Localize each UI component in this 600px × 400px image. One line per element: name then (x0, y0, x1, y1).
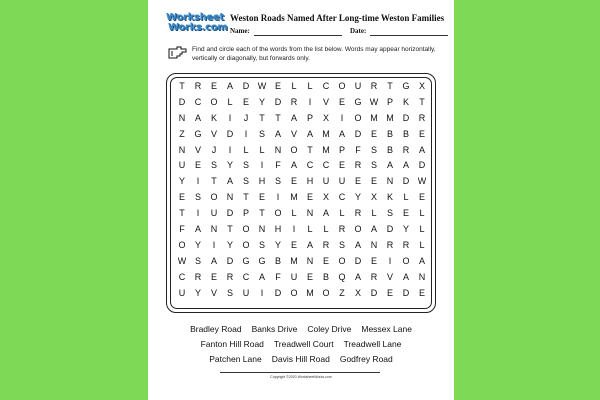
word-item: Treadwell Court (273, 339, 334, 349)
grid-letter[interactable]: L (403, 192, 409, 203)
grid-letter[interactable]: R (386, 239, 394, 250)
grid-letter[interactable]: N (418, 271, 426, 282)
site-logo[interactable] (166, 12, 228, 34)
grid-letter[interactable]: R (418, 112, 426, 123)
grid-letter[interactable]: E (290, 239, 297, 250)
grid-letter[interactable]: Y (194, 287, 201, 298)
grid-letter[interactable]: I (244, 128, 248, 139)
grid-letter[interactable]: S (242, 176, 249, 187)
grid-letter[interactable]: R (354, 160, 362, 171)
grid-letter[interactable]: T (179, 81, 185, 91)
grid-letter[interactable]: Z (179, 128, 185, 139)
grid-letter[interactable]: E (418, 192, 425, 203)
word-item: Bradley Road (190, 324, 242, 334)
grid-letter[interactable]: R (290, 96, 298, 107)
grid-letter[interactable]: S (274, 176, 281, 187)
grid-letter[interactable]: A (226, 81, 233, 91)
grid-letter[interactable]: B (386, 144, 393, 155)
grid-letter[interactable]: X (322, 112, 329, 123)
grid-letter[interactable]: P (306, 112, 313, 123)
grid-letter[interactable]: I (212, 239, 216, 250)
logo-line-2: Works.com (168, 22, 228, 33)
grid-letter[interactable]: D (402, 287, 410, 298)
grid-letter[interactable]: N (306, 255, 314, 266)
grid-letter[interactable]: D (242, 81, 250, 91)
grid-letter[interactable]: T (419, 96, 425, 107)
grid-letter[interactable]: A (354, 271, 361, 282)
word-row (148, 337, 454, 352)
grid-letter[interactable]: V (210, 287, 217, 298)
grid-letter[interactable]: D (274, 287, 282, 298)
grid-letter[interactable]: U (210, 208, 218, 219)
grid-letter[interactable]: E (306, 271, 313, 282)
grid-letter[interactable]: D (370, 287, 378, 298)
date-label: Date: (350, 27, 367, 35)
grid-letter[interactable]: E (194, 160, 201, 171)
grid-letter[interactable]: L (307, 81, 313, 91)
grid-letter[interactable]: A (338, 128, 345, 139)
grid-letter[interactable]: U (338, 176, 346, 187)
grid-letter[interactable]: A (226, 176, 233, 187)
grid-letter[interactable]: V (290, 128, 297, 139)
grid-letter[interactable]: N (370, 239, 378, 250)
grid-letter[interactable]: A (290, 160, 297, 171)
grid-letter[interactable]: N (386, 176, 394, 187)
grid-letter[interactable]: A (258, 271, 265, 282)
grid-letter[interactable]: G (258, 255, 266, 266)
grid-letter[interactable]: Y (194, 239, 201, 250)
grid-letter[interactable]: R (226, 271, 234, 282)
grid-letter[interactable]: C (338, 192, 346, 203)
grid-letter[interactable]: V (194, 144, 201, 155)
instructions-text: Find and circle each of the words from the list below. Words may appear horizontally, vertically or diagonally, but forwards only. (192, 46, 436, 62)
grid-letter[interactable]: C (306, 160, 314, 171)
grid-letter[interactable]: A (418, 144, 425, 155)
grid-letter[interactable]: O (274, 208, 282, 219)
grid-letter[interactable]: E (418, 128, 425, 139)
grid-letter[interactable]: E (370, 176, 377, 187)
grid-letter[interactable]: I (260, 160, 264, 171)
grid-letter[interactable]: Y (226, 160, 233, 171)
grid-letter[interactable]: I (292, 224, 296, 235)
grid-letter[interactable]: H (274, 224, 282, 235)
grid-letter[interactable]: O (210, 96, 218, 107)
grid-letter[interactable]: E (370, 255, 377, 266)
grid-letter[interactable]: D (226, 208, 234, 219)
grid-letter[interactable]: Y (354, 192, 361, 203)
word-row (148, 322, 454, 337)
grid-letter[interactable]: I (276, 192, 280, 203)
grid-letter[interactable]: S (242, 160, 249, 171)
grid-letter[interactable]: E (306, 192, 313, 203)
name-label: Name: (230, 27, 250, 35)
grid-letter[interactable]: H (258, 176, 266, 187)
grid-letter[interactable]: I (196, 208, 200, 219)
pointing-hand-icon (168, 46, 188, 59)
grid-letter[interactable]: J (243, 112, 249, 123)
grid-letter[interactable]: R (370, 271, 378, 282)
grid-letter[interactable]: M (322, 144, 330, 155)
grid-letter[interactable]: E (274, 81, 281, 91)
grid-letter[interactable]: A (306, 128, 313, 139)
grid-letter[interactable]: E (290, 176, 297, 187)
grid-letter[interactable]: O (338, 81, 346, 91)
grid-letter[interactable]: N (306, 208, 314, 219)
grid-letter[interactable]: F (355, 144, 361, 155)
worksheet-title: Weston Roads Named After Long-time Weston Families (230, 13, 445, 23)
grid-letter[interactable]: I (228, 112, 232, 123)
word-item: Patchen Lane (209, 354, 262, 364)
grid-letter[interactable]: O (290, 144, 298, 155)
grid-letter[interactable]: E (242, 96, 249, 107)
grid-letter[interactable]: D (386, 224, 394, 235)
grid-letter[interactable]: K (402, 96, 409, 107)
grid-letter[interactable]: E (386, 287, 393, 298)
grid-letter[interactable]: D (418, 160, 426, 171)
grid-letter[interactable]: U (242, 287, 250, 298)
grid-letter[interactable]: L (291, 208, 297, 219)
grid-letter[interactable]: C (178, 271, 186, 282)
grid-letter[interactable]: E (402, 208, 409, 219)
grid-letter[interactable]: I (196, 176, 200, 187)
grid-letter[interactable]: L (371, 208, 377, 219)
word-item: Davis Hill Road (271, 354, 330, 364)
grid-letter[interactable]: A (386, 160, 393, 171)
grid-letter[interactable]: S (370, 160, 377, 171)
grid-letter[interactable]: T (307, 144, 313, 155)
grid-letter[interactable]: E (178, 192, 185, 203)
grid-letter[interactable]: L (307, 224, 313, 235)
grid-letter[interactable]: I (228, 144, 232, 155)
grid-letter[interactable]: S (258, 128, 265, 139)
grid-letter[interactable]: E (370, 128, 377, 139)
grid-letter[interactable]: Y (226, 239, 233, 250)
grid-letter[interactable]: V (322, 96, 329, 107)
worksheet-page (148, 0, 454, 400)
grid-letter[interactable]: S (210, 160, 217, 171)
grid-letter[interactable]: H (306, 176, 314, 187)
grid-letter[interactable]: E (338, 160, 345, 171)
grid-letter[interactable]: S (386, 208, 393, 219)
grid-letter[interactable]: B (402, 128, 409, 139)
word-item: Banks Drive (251, 324, 298, 334)
grid-letter[interactable]: O (338, 255, 346, 266)
grid-letter[interactable]: D (226, 128, 234, 139)
grid-letter[interactable]: D (274, 96, 282, 107)
grid-letter[interactable]: O (178, 239, 186, 250)
grid-letter[interactable]: C (322, 81, 330, 91)
grid-letter[interactable]: G (402, 81, 410, 91)
grid-letter[interactable]: T (179, 208, 185, 219)
grid-letter[interactable]: Y (178, 176, 185, 187)
grid-letter[interactable]: R (402, 239, 410, 250)
grid-letter[interactable]: Q (338, 271, 346, 282)
grid-letter[interactable]: W (369, 96, 379, 107)
word-item: Coley Drive (307, 324, 352, 334)
grid-letter[interactable]: M (386, 112, 394, 123)
grid-letter[interactable]: S (194, 255, 201, 266)
grid-letter[interactable]: F (179, 224, 185, 235)
grid-letter[interactable]: N (178, 112, 186, 123)
grid-letter[interactable]: T (243, 192, 249, 203)
grid-letter[interactable]: O (242, 239, 250, 250)
grid-letter[interactable]: G (194, 128, 202, 139)
grid-letter[interactable]: M (370, 112, 378, 123)
grid-letter[interactable]: A (370, 224, 377, 235)
grid-letter[interactable]: X (418, 81, 425, 91)
word-row (148, 352, 454, 367)
grid-letter[interactable]: Y (402, 224, 409, 235)
grid-letter[interactable]: B (386, 128, 393, 139)
grid-letter[interactable]: O (354, 112, 362, 123)
grid-letter[interactable]: Z (339, 287, 345, 298)
grid-letter[interactable]: O (402, 255, 410, 266)
grid-letter[interactable]: S (258, 239, 265, 250)
word-item: Messex Lane (361, 324, 412, 334)
word-bank (148, 322, 454, 367)
grid-letter[interactable]: O (322, 287, 330, 298)
grid-letter[interactable]: A (290, 112, 297, 123)
grid-letter[interactable]: D (226, 255, 234, 266)
grid-letter[interactable]: A (322, 208, 329, 219)
grid-letter[interactable]: K (210, 112, 217, 123)
grid-letter[interactable]: U (178, 160, 186, 171)
grid-letter[interactable]: D (354, 255, 362, 266)
grid-letter[interactable]: J (211, 144, 217, 155)
grid-letter[interactable]: R (338, 224, 346, 235)
grid-letter[interactable]: F (275, 160, 281, 171)
grid-letter[interactable]: N (274, 144, 282, 155)
grid-letter[interactable]: T (211, 176, 217, 187)
grid-letter[interactable]: L (419, 239, 425, 250)
grid-letter[interactable]: E (210, 271, 217, 282)
grid-letter[interactable]: A (402, 271, 409, 282)
grid-letter[interactable]: E (354, 176, 361, 187)
grid-letter[interactable]: X (370, 192, 377, 203)
copyright-text: Copyright ©2020 WorksheetWorks.com (270, 375, 332, 379)
name-line (254, 35, 342, 36)
grid-letter[interactable]: O (290, 287, 298, 298)
grid-letter[interactable]: S (370, 144, 377, 155)
grid-letter[interactable]: L (243, 144, 249, 155)
grid-letter[interactable]: R (194, 81, 202, 91)
grid-letter[interactable]: A (210, 255, 217, 266)
grid-letter[interactable]: D (354, 128, 362, 139)
grid-letter[interactable]: R (370, 81, 378, 91)
grid-letter[interactable]: P (242, 208, 249, 219)
grid-letter[interactable]: T (387, 81, 393, 91)
grid-letter[interactable]: N (210, 224, 218, 235)
grid-letter[interactable]: E (322, 255, 329, 266)
grid-letter[interactable]: B (322, 271, 329, 282)
grid-letter[interactable]: A (274, 128, 281, 139)
grid-letter[interactable]: S (194, 192, 201, 203)
grid-letter[interactable]: S (338, 239, 345, 250)
grid-letter[interactable]: U (290, 271, 298, 282)
grid-letter[interactable]: T (259, 208, 265, 219)
grid-letter[interactable]: L (259, 144, 265, 155)
grid-letter[interactable]: M (322, 128, 330, 139)
grid-letter[interactable]: L (419, 224, 425, 235)
grid-letter[interactable]: S (226, 287, 233, 298)
grid-letter[interactable]: U (178, 287, 186, 298)
grid-letter[interactable]: A (194, 112, 201, 123)
grid-letter[interactable]: L (339, 208, 345, 219)
grid-letter[interactable]: I (388, 255, 392, 266)
grid-letter[interactable]: L (323, 224, 329, 235)
grid-letter[interactable]: L (227, 96, 233, 107)
grid-letter[interactable]: W (177, 255, 187, 266)
grid-letter[interactable]: N (178, 144, 186, 155)
grid-letter[interactable]: T (275, 112, 281, 123)
grid-letter[interactable]: Y (274, 239, 281, 250)
word-item: Godfrey Road (339, 354, 393, 364)
grid-letter[interactable]: G (242, 255, 250, 266)
grid-letter[interactable]: Y (258, 96, 265, 107)
grid-letter[interactable]: P (386, 96, 393, 107)
grid-letter[interactable]: M (290, 255, 298, 266)
grid-letter[interactable]: P (338, 144, 345, 155)
grid-letter[interactable]: W (417, 176, 427, 187)
grid-letter[interactable]: V (210, 128, 217, 139)
grid-letter[interactable]: U (354, 81, 362, 91)
grid-letter[interactable]: D (178, 96, 186, 107)
word-item: Fanton Hill Road (200, 339, 264, 349)
grid-letter[interactable]: D (402, 176, 410, 187)
grid-letter[interactable]: T (259, 112, 265, 123)
grid-letter[interactable]: A (354, 239, 361, 250)
grid-letter[interactable]: F (275, 271, 281, 282)
grid-letter[interactable]: N (258, 224, 266, 235)
grid-letter[interactable]: O (210, 192, 218, 203)
grid-letter[interactable]: C (242, 271, 250, 282)
grid-letter[interactable]: A (402, 160, 409, 171)
date-line (370, 35, 448, 36)
grid-letter[interactable]: A (194, 224, 201, 235)
grid-letter[interactable]: I (308, 96, 312, 107)
grid-letter[interactable]: N (226, 192, 234, 203)
grid-letter[interactable]: M (290, 192, 298, 203)
grid-letter[interactable]: U (322, 176, 330, 187)
grid-letter[interactable]: M (306, 287, 314, 298)
grid-letter[interactable]: D (402, 112, 410, 123)
grid-letter[interactable]: R (402, 144, 410, 155)
grid-letter[interactable]: I (340, 112, 344, 123)
grid-letter[interactable]: L (419, 208, 425, 219)
grid-letter[interactable]: B (274, 255, 281, 266)
grid-letter[interactable]: E (338, 96, 345, 107)
grid-letter[interactable]: I (260, 287, 264, 298)
grid-letter[interactable]: O (242, 224, 250, 235)
grid-letter[interactable]: X (354, 287, 361, 298)
grid-letter[interactable]: R (354, 208, 362, 219)
grid-letter[interactable]: A (418, 255, 425, 266)
grid-letter[interactable]: V (386, 271, 393, 282)
grid-letter[interactable]: W (257, 81, 267, 91)
grid-letter[interactable]: T (227, 224, 233, 235)
footer-divider (220, 372, 380, 373)
grid-letter[interactable]: L (291, 81, 297, 91)
grid-letter[interactable]: E (418, 287, 425, 298)
logo-line-1: Worksheet (166, 12, 224, 23)
grid-letter[interactable]: G (354, 96, 362, 107)
word-item: Treadwell Lane (343, 339, 402, 349)
grid-letter[interactable]: O (354, 224, 362, 235)
grid-letter[interactable]: R (194, 271, 202, 282)
grid-letter[interactable]: C (194, 96, 202, 107)
grid-letter[interactable]: K (386, 192, 393, 203)
grid-letter[interactable]: E (258, 192, 265, 203)
grid-letter[interactable]: E (210, 81, 217, 91)
grid-letter[interactable]: X (322, 192, 329, 203)
grid-letter[interactable]: C (322, 160, 330, 171)
grid-letter[interactable]: A (306, 239, 313, 250)
letter-grid (174, 79, 430, 301)
grid-letter[interactable]: R (322, 239, 330, 250)
